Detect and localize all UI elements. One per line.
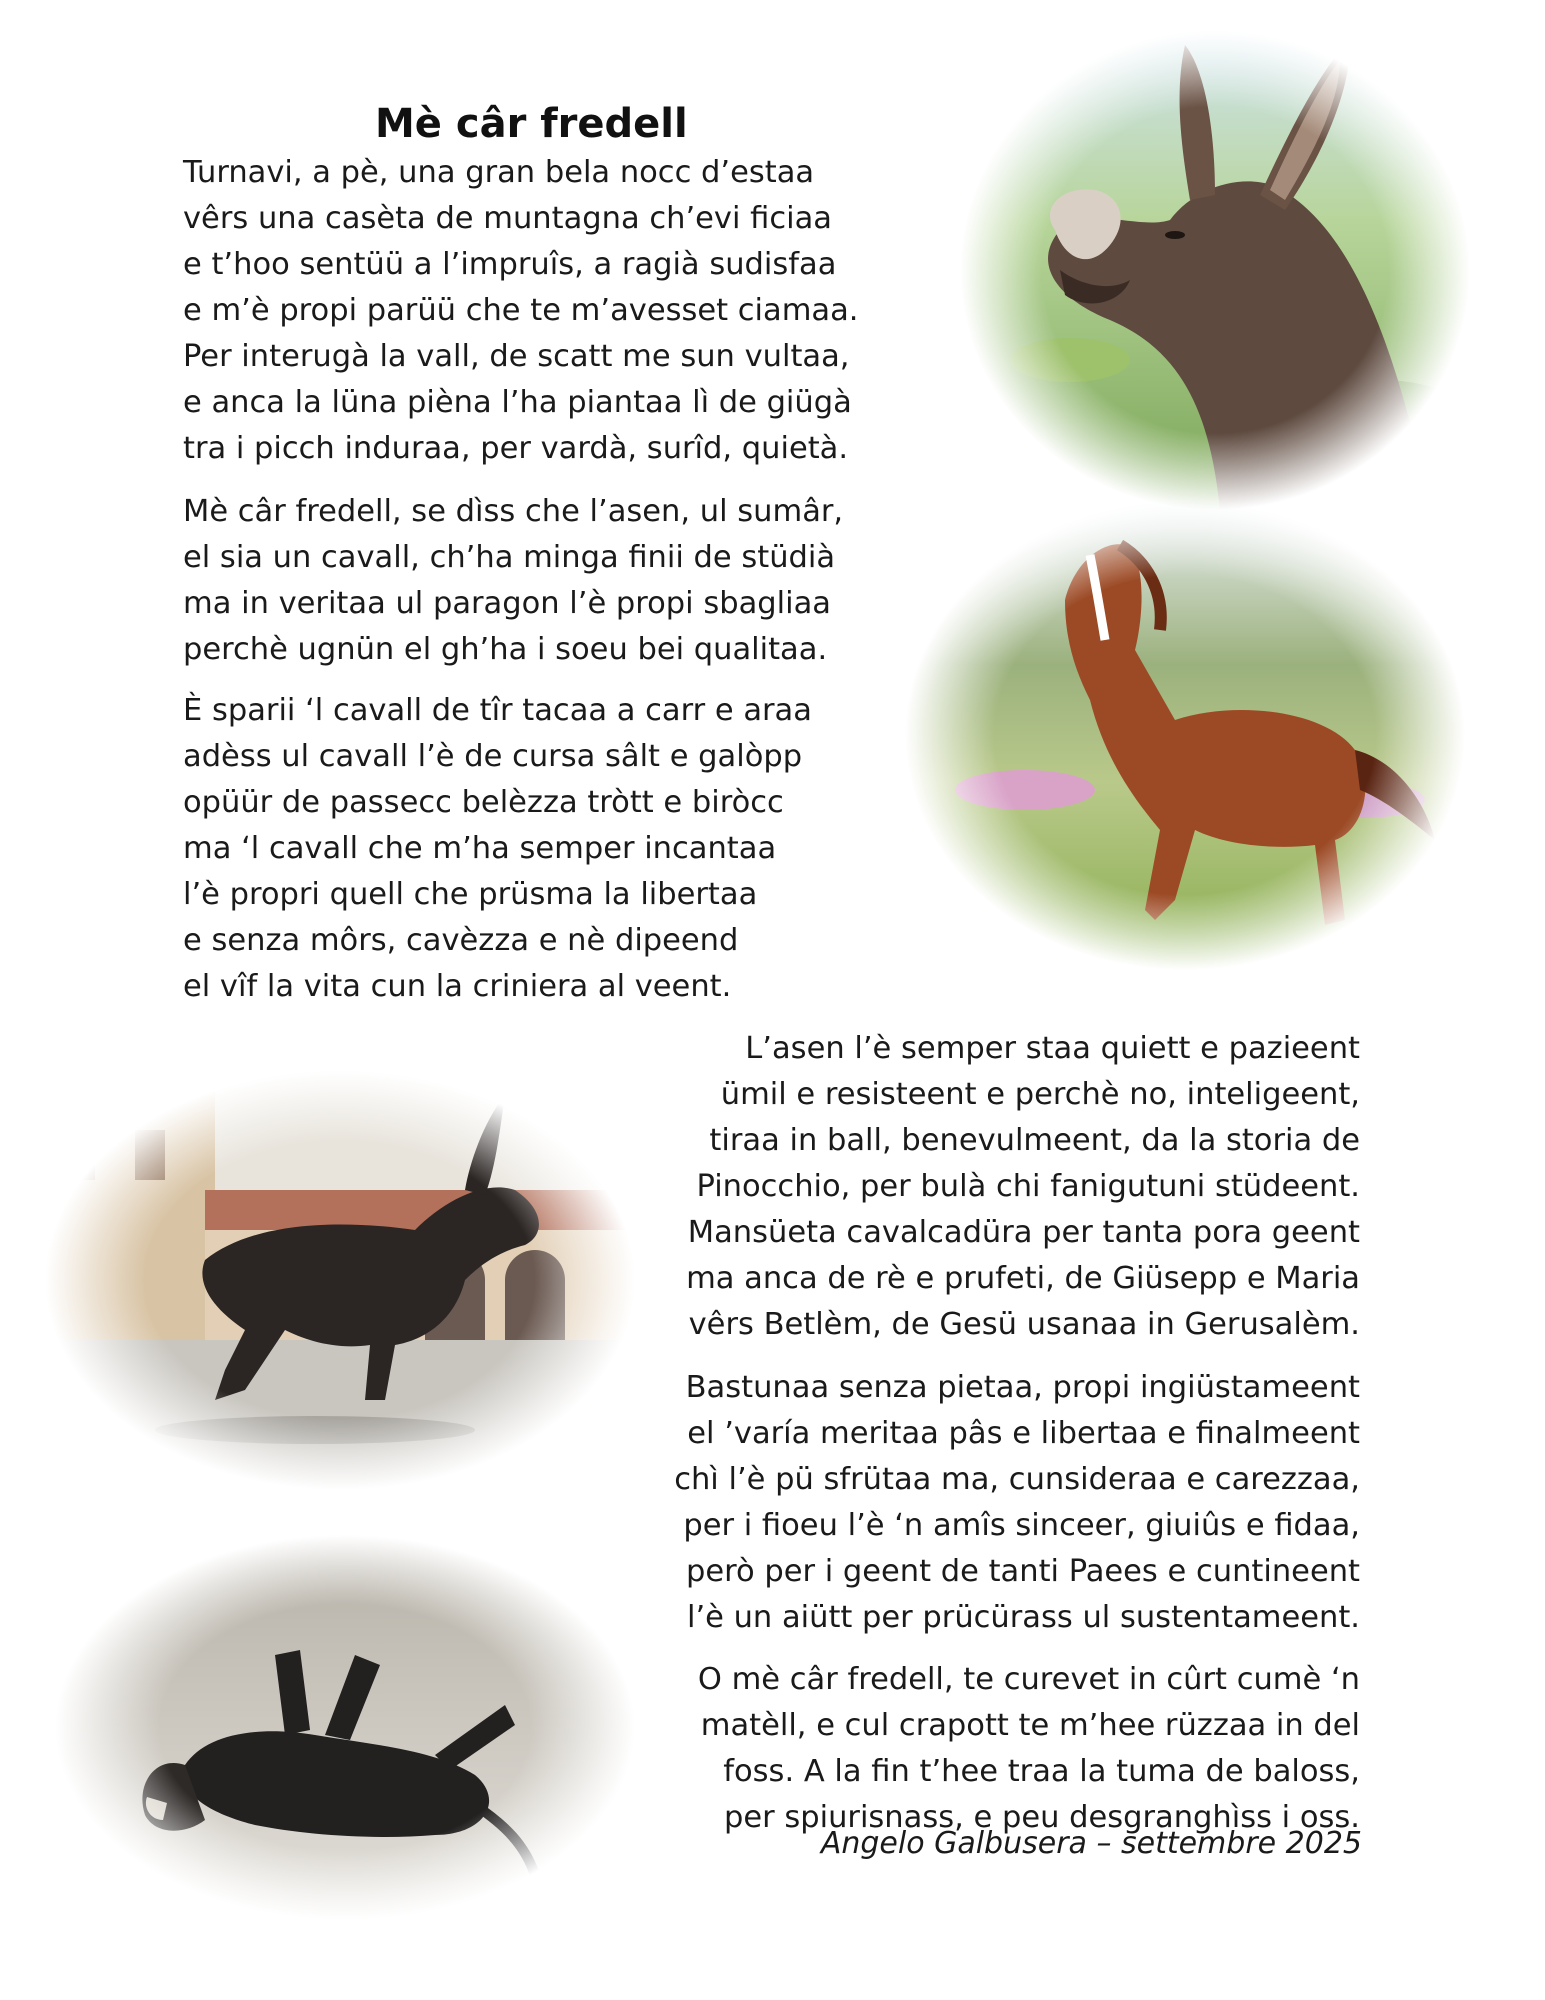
poem-title: Mè câr fredell — [375, 101, 688, 147]
poem-line: el ’varía meritaa pâs e libertaa e finalmeent — [687, 1416, 1360, 1451]
stanza-2 — [183, 489, 843, 673]
donkey-rolling-photo — [55, 1535, 635, 1920]
stanza-4 — [686, 1026, 1360, 1348]
poem-line: ma ‘l cavall che m’ha semper incantaa — [183, 831, 777, 866]
poem-line: Mansüeta cavalcadüra per tanta pora geent — [687, 1215, 1360, 1250]
poem-line: adèss ul cavall l’è de cursa sâlt e galòpp — [183, 739, 803, 774]
poem-line: tiraa in ball, benevulmeent, da la storia de — [709, 1123, 1360, 1158]
poem-line: Mè câr fredell, se dìss che l’asen, ul sumâr, — [183, 494, 844, 529]
poem-line: ma in veritaa ul paragon l’è propi sbagliaa — [183, 586, 831, 621]
poem-line: e senza môrs, cavèzza e nè dipeend — [183, 923, 739, 958]
poem-line: per i fioeu l’è ‘n amîs sinceer, giuiûs e fidaa, — [683, 1508, 1360, 1543]
poem-line: e m’è propi parüü che te m’avesset ciamaa. — [183, 293, 859, 328]
poem-line: opüür de passecc belèzza tròtt e biròcc — [183, 785, 784, 820]
poem-line: Pinocchio, per bulà chi fanigutuni stüdeent. — [696, 1169, 1360, 1204]
poem-line: È sparii ‘l cavall de tîr tacaa a carr e araa — [183, 693, 812, 728]
author-signature: Angelo Galbusera – settembre 2025 — [820, 1826, 1362, 1861]
poem-line: ma anca de rè e prufeti, de Giüsepp e Maria — [686, 1261, 1360, 1296]
poem-line: l’è propri quell che prüsma la libertaa — [183, 877, 758, 912]
poem-line: ümil e resisteent e perchè no, inteligeent, — [720, 1077, 1360, 1112]
black-donkey-courtyard-photo — [45, 1070, 635, 1490]
poem-line: per spiurisnass, e peu desgranghìss i oss. — [723, 1800, 1360, 1835]
donkey-braying-photo — [960, 30, 1470, 510]
poem-line: però per i geent de tanti Paees e cuntineent — [686, 1554, 1360, 1589]
poem-line: O mè câr fredell, te curevet in cûrt cumè ‘n — [697, 1662, 1360, 1697]
poem-line: matèll, e cul crapott te m’hee rüzzaa in del — [700, 1708, 1360, 1743]
poem-line: foss. A la fin t’hee traa la tuma de baloss, — [723, 1754, 1360, 1789]
poem-line: tra i picch induraa, per vardà, surîd, quietà. — [183, 431, 849, 466]
stanza-5 — [674, 1365, 1360, 1641]
poem-line: vêrs Betlèm, de Gesü usanaa in Gerusalèm. — [688, 1307, 1360, 1342]
poem-line: L’asen l’è semper staa quiett e pazieent — [745, 1031, 1360, 1066]
poem-line: Per interugà la vall, de scatt me sun vultaa, — [183, 339, 850, 374]
poem-line: chì l’è pü sfrütaa ma, cunsideraa e carezzaa, — [674, 1462, 1360, 1497]
poem-line: e t’hoo sentüü a l’impruîs, a ragià sudisfaa — [183, 247, 837, 282]
stanza-1 — [183, 150, 859, 472]
chestnut-horse-galloping-photo — [905, 500, 1465, 970]
poem-line: perchè ugnün el gh’ha i soeu bei qualitaa. — [183, 632, 828, 667]
stanza-3 — [183, 688, 812, 1010]
poem-line: l’è un aiütt per prücürass ul sustentameent. — [686, 1600, 1360, 1635]
poem-line: e anca la lüna pièna l’ha piantaa lì de giügà — [183, 385, 852, 420]
poem-line: Bastunaa senza pietaa, propi ingiüstameent — [685, 1370, 1360, 1405]
poem-line: Turnavi, a pè, una gran bela nocc d’estaa — [183, 155, 815, 190]
poem-line: el vîf la vita cun la criniera al veent. — [183, 969, 732, 1004]
poem-line: el sia un cavall, ch’ha minga finii de stüdià — [183, 540, 836, 575]
poem-line: vêrs una casèta de muntagna ch’evi ficiaa — [183, 201, 832, 236]
stanza-6 — [698, 1657, 1360, 1841]
